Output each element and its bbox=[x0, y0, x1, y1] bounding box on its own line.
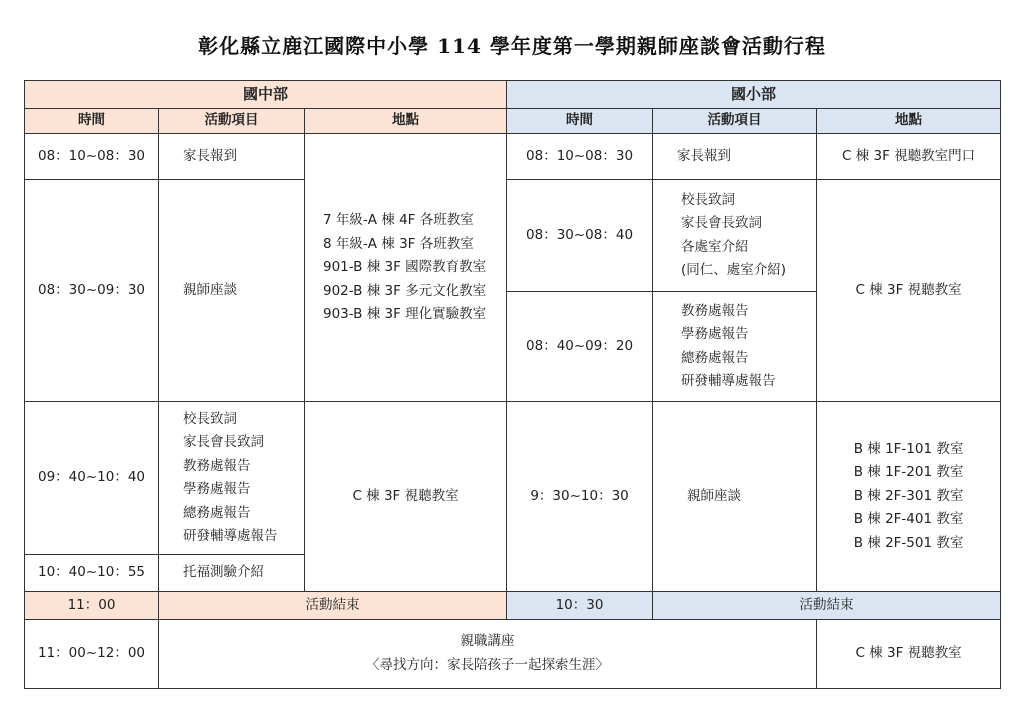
jh-col-location: 地點 bbox=[305, 109, 507, 134]
schedule-table bbox=[24, 80, 1001, 689]
es-location-cell: C 棟 3F 視聽教室門口 bbox=[817, 134, 1001, 180]
es-end-time: 10：30 bbox=[507, 591, 653, 619]
es-activity-cell: 教務處報告 學務處報告 總務處報告 研發輔導處報告 bbox=[653, 292, 817, 402]
jh-activity-cell: 校長致詞 家長會長致詞 教務處報告 學務處報告 總務處報告 研發輔導處報告 bbox=[159, 402, 305, 554]
jh-activity-cell: 親師座談 bbox=[159, 180, 305, 402]
es-end-label: 活動結束 bbox=[653, 591, 1001, 619]
es-time-cell: 9：30~10：30 bbox=[507, 402, 653, 591]
es-time-cell: 08：40~09：20 bbox=[507, 292, 653, 402]
jh-col-time: 時間 bbox=[25, 109, 159, 134]
final-activity-subtitle: 〈尋找方向：家長陪孩子一起探索生涯〉 bbox=[366, 656, 610, 673]
final-activity-title: 親職講座 bbox=[460, 633, 515, 650]
es-activity-cell: 親師座談 bbox=[653, 402, 817, 591]
es-activity-cell: 校長致詞 家長會長致詞 各處室介紹 (同仁、處室介紹) bbox=[653, 180, 817, 292]
elementary-header: 國小部 bbox=[507, 81, 1001, 109]
jh-activity-cell: 家長報到 bbox=[159, 134, 305, 180]
jh-time-cell: 08：30~09：30 bbox=[25, 180, 159, 402]
jh-location-classrooms: 7 年級-A 棟 4F 各班教室 8 年級-A 棟 3F 各班教室 901-B 棟 3F 國際教育教室 902-B 棟 3F 多元文化教室 903-B 棟 3F 理化實驗教室 bbox=[305, 134, 507, 402]
es-time-cell: 08：30~08：40 bbox=[507, 180, 653, 292]
es-col-time: 時間 bbox=[507, 109, 653, 134]
es-col-location: 地點 bbox=[817, 109, 1001, 134]
final-location-cell: C 棟 3F 視聽教室 bbox=[817, 619, 1001, 688]
es-location-cell: B 棟 1F-101 教室 B 棟 1F-201 教室 B 棟 2F-301 教室 B 棟 2F-401 教室 B 棟 2F-501 教室 bbox=[817, 402, 1001, 591]
jh-end-label: 活動結束 bbox=[159, 591, 507, 619]
jh-activity-cell: 托福測驗介紹 bbox=[159, 554, 305, 591]
junior-high-header: 國中部 bbox=[25, 81, 507, 109]
es-col-activity: 活動項目 bbox=[653, 109, 817, 134]
es-location-cell: C 棟 3F 視聽教室 bbox=[817, 180, 1001, 402]
final-activity-cell bbox=[159, 619, 817, 688]
jh-end-time: 11：00 bbox=[25, 591, 159, 619]
jh-time-cell: 08：10~08：30 bbox=[25, 134, 159, 180]
jh-time-cell: 10：40~10：55 bbox=[25, 554, 159, 591]
es-activity-cell: 家長報到 bbox=[653, 134, 817, 180]
final-time-cell: 11：00~12：00 bbox=[25, 619, 159, 688]
es-time-cell: 08：10~08：30 bbox=[507, 134, 653, 180]
page-title: 彰化縣立鹿江國際中小學 114 學年度第一學期親師座談會活動行程 bbox=[198, 34, 826, 58]
jh-col-activity: 活動項目 bbox=[159, 109, 305, 134]
jh-time-cell: 09：40~10：40 bbox=[25, 402, 159, 554]
jh-location-av-room: C 棟 3F 視聽教室 bbox=[305, 402, 507, 591]
